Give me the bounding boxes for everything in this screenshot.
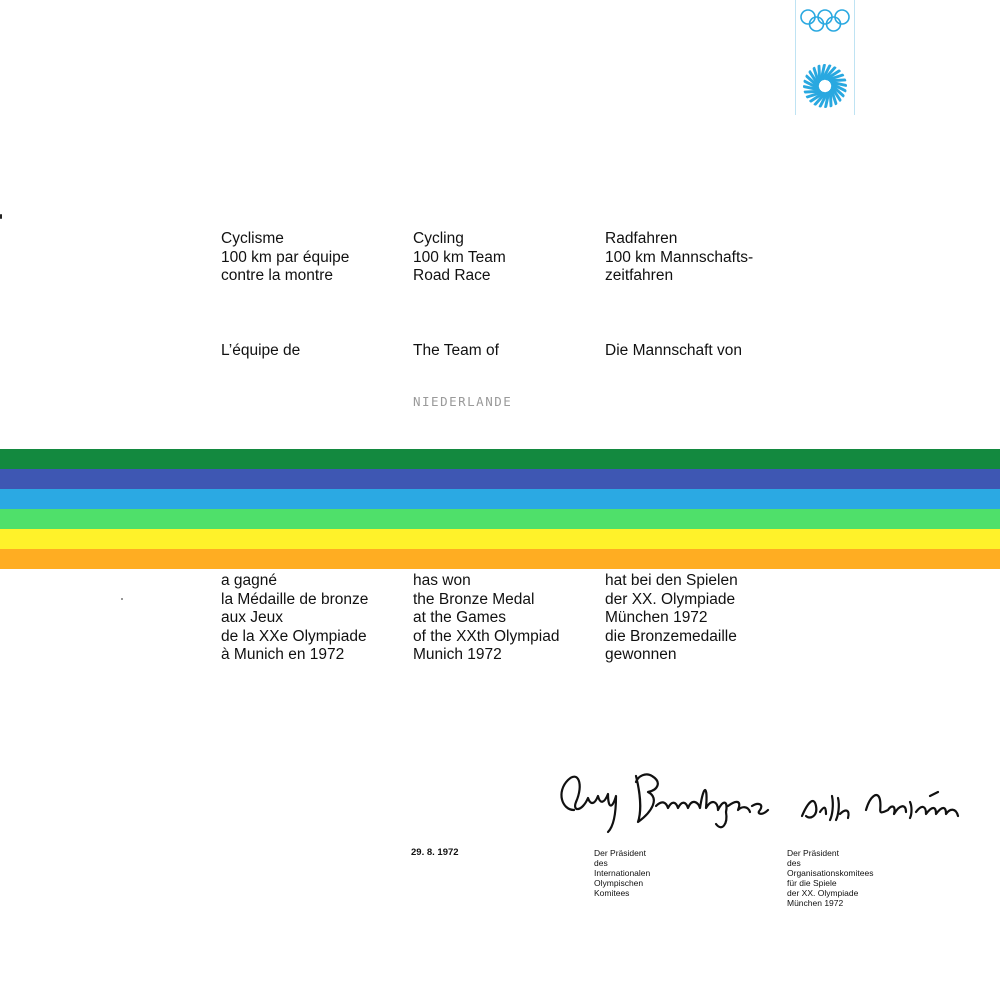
team-of-en: The Team of (413, 342, 499, 359)
stripe-dark-green (0, 449, 1000, 469)
oc-president-caption: Der Präsident des Organisationskomitees für die Spiele der XX. Olympiade München 1972 (787, 848, 874, 908)
ioc-president-caption: Der Präsident des Internationalen Olympischen Komitees (594, 848, 651, 898)
event-name-fr: Cyclisme 100 km par équipe contre la montre (221, 230, 350, 284)
team-of-de: Die Mannschaft von (605, 342, 742, 359)
team-of-fr: L’équipe de (221, 342, 301, 359)
stripe-orange (0, 549, 1000, 569)
paper-speck (0, 214, 2, 219)
award-text-de: hat bei den Spielen der XX. Olympiade München 1972 die Bronzemedaille gewonnen (605, 572, 738, 663)
award-date: 29. 8. 1972 (411, 847, 459, 858)
organizing-committee-president-signature (796, 776, 971, 836)
country-name: NIEDERLANDE (413, 394, 513, 409)
event-name-en: Cycling 100 km Team Road Race (413, 230, 506, 284)
paper-speck (121, 598, 123, 600)
stripe-yellow (0, 529, 1000, 549)
stripe-light-green (0, 509, 1000, 529)
award-text-en: has won the Bronze Medal at the Games of the XXth Olympiad Munich 1972 (413, 572, 560, 663)
event-name-de: Radfahren 100 km Mannschafts- zeitfahren (605, 230, 754, 284)
award-text-fr: a gagné la Médaille de bronze aux Jeux de la XXe Olympiade à Munich en 1972 (221, 572, 369, 663)
stripe-light-blue (0, 489, 1000, 509)
munich-1972-spiral-icon (801, 62, 849, 110)
olympic-emblem (795, 0, 855, 115)
rainbow-stripes (0, 449, 1000, 569)
ioc-president-signature (552, 762, 777, 842)
stripe-blue (0, 469, 1000, 489)
olympic-rings-icon (799, 8, 851, 34)
